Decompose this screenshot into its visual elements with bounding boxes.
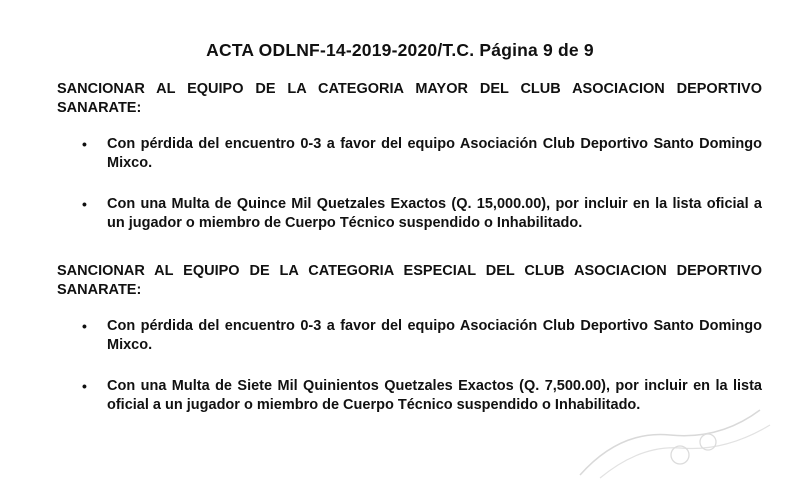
list-item [57,317,762,355]
sanction-section-especial [57,262,762,415]
list-item-text: Con una Multa de Quince Mil Quetzales Exactos (Q. 15,000.00), por incluir en la lista oficial a un jugador o miembro de Cuerpo Técnico suspendido o Inhabilitado. [107,196,762,231]
list-item [57,135,762,173]
list-item [57,377,762,415]
bullet-icon: • [82,318,87,334]
list-item-text: Con una Multa de Siete Mil Quinientos Quetzales Exactos (Q. 7,500.00), por incluir en la lista oficial a un jugador o miembro de Cuerpo Técnico suspendido o Inhabilitado. [107,378,762,413]
section-heading: SANCIONAR AL EQUIPO DE LA CATEGORIA ESPECIAL DEL CLUB ASOCIACION DEPORTIVO SANARATE: [57,263,762,298]
bullet-icon: • [82,196,87,212]
list-item-text: Con pérdida del encuentro 0-3 a favor del equipo Asociación Club Deportivo Santo Domingo Mixco. [107,318,762,353]
list-item-text: Con pérdida del encuentro 0-3 a favor del equipo Asociación Club Deportivo Santo Domingo Mixco. [107,136,762,171]
bullet-icon: • [82,136,87,152]
sanction-section-mayor [57,80,762,233]
list-item [57,195,762,233]
page-title: ACTA ODLNF-14-2019-2020/T.C. Página 9 de 9 [206,40,594,60]
section-heading: SANCIONAR AL EQUIPO DE LA CATEGORIA MAYOR DEL CLUB ASOCIACION DEPORTIVO SANARATE: [57,81,762,116]
bullet-icon: • [82,378,87,394]
